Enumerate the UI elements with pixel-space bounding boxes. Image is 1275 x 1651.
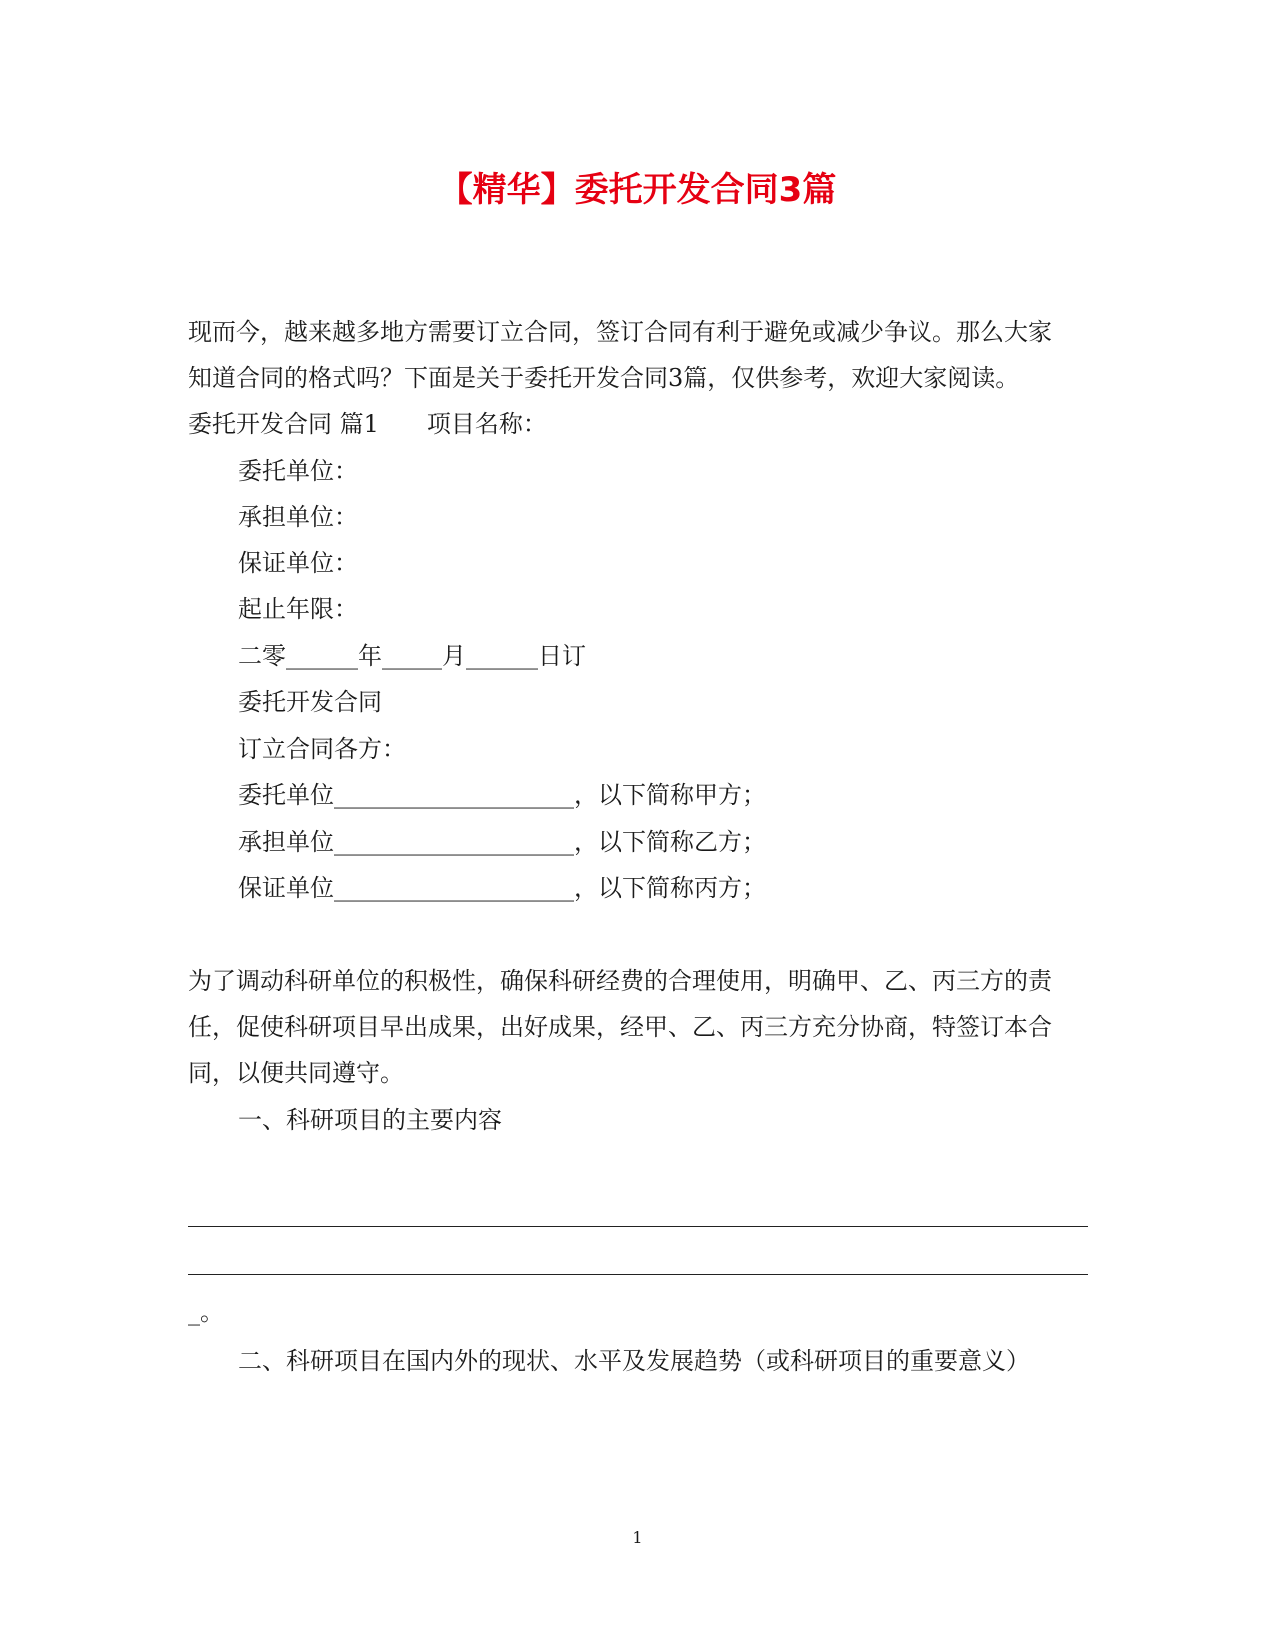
intro-line-1: 现而今，越来越多地方需要订立合同，签订合同有利于避免或减少争议。那么大家 — [188, 318, 1052, 346]
party-c-line: 保证单位____________________，以下简称丙方； — [238, 874, 766, 902]
page-number: 1 — [632, 1528, 643, 1547]
project-name-label: 项目名称： — [426, 410, 547, 438]
party-a-line: 委托单位____________________，以下简称甲方； — [238, 781, 766, 809]
blank-rule-2 — [188, 1274, 1088, 1275]
cover-field-guarantor: 保证单位： — [238, 549, 358, 577]
cover-field-contractor: 承担单位： — [238, 503, 358, 531]
section-name: 委托开发合同 篇1 — [188, 410, 379, 438]
party-b-line: 承担单位____________________，以下简称乙方； — [238, 828, 766, 856]
cover-field-client: 委托单位： — [238, 457, 358, 485]
section-heading — [188, 408, 547, 440]
blank-end: _。 — [188, 1298, 224, 1326]
date-line: 二零______年_____月______日订 — [238, 642, 586, 670]
item-2-heading: 二、科研项目在国内外的现状、水平及发展趋势（或科研项目的重要意义） — [238, 1347, 1030, 1375]
document-title: 【精华】委托开发合同3篇 — [438, 170, 837, 210]
cover-field-period: 起止年限： — [238, 595, 358, 623]
item-1-heading: 一、科研项目的主要内容 — [238, 1106, 502, 1134]
contract-title: 委托开发合同 — [238, 688, 382, 716]
purpose-line-3: 同，以便共同遵守。 — [188, 1059, 404, 1087]
blank-rule-1 — [188, 1226, 1088, 1227]
parties-label: 订立合同各方： — [238, 735, 406, 763]
intro-line-2: 知道合同的格式吗？下面是关于委托开发合同3篇，仅供参考，欢迎大家阅读。 — [188, 364, 1020, 392]
purpose-line-1: 为了调动科研单位的积极性，确保科研经费的合理使用，明确甲、乙、丙三方的责 — [188, 967, 1052, 995]
purpose-line-2: 任，促使科研项目早出成果，出好成果，经甲、乙、丙三方充分协商，特签订本合 — [188, 1013, 1052, 1041]
